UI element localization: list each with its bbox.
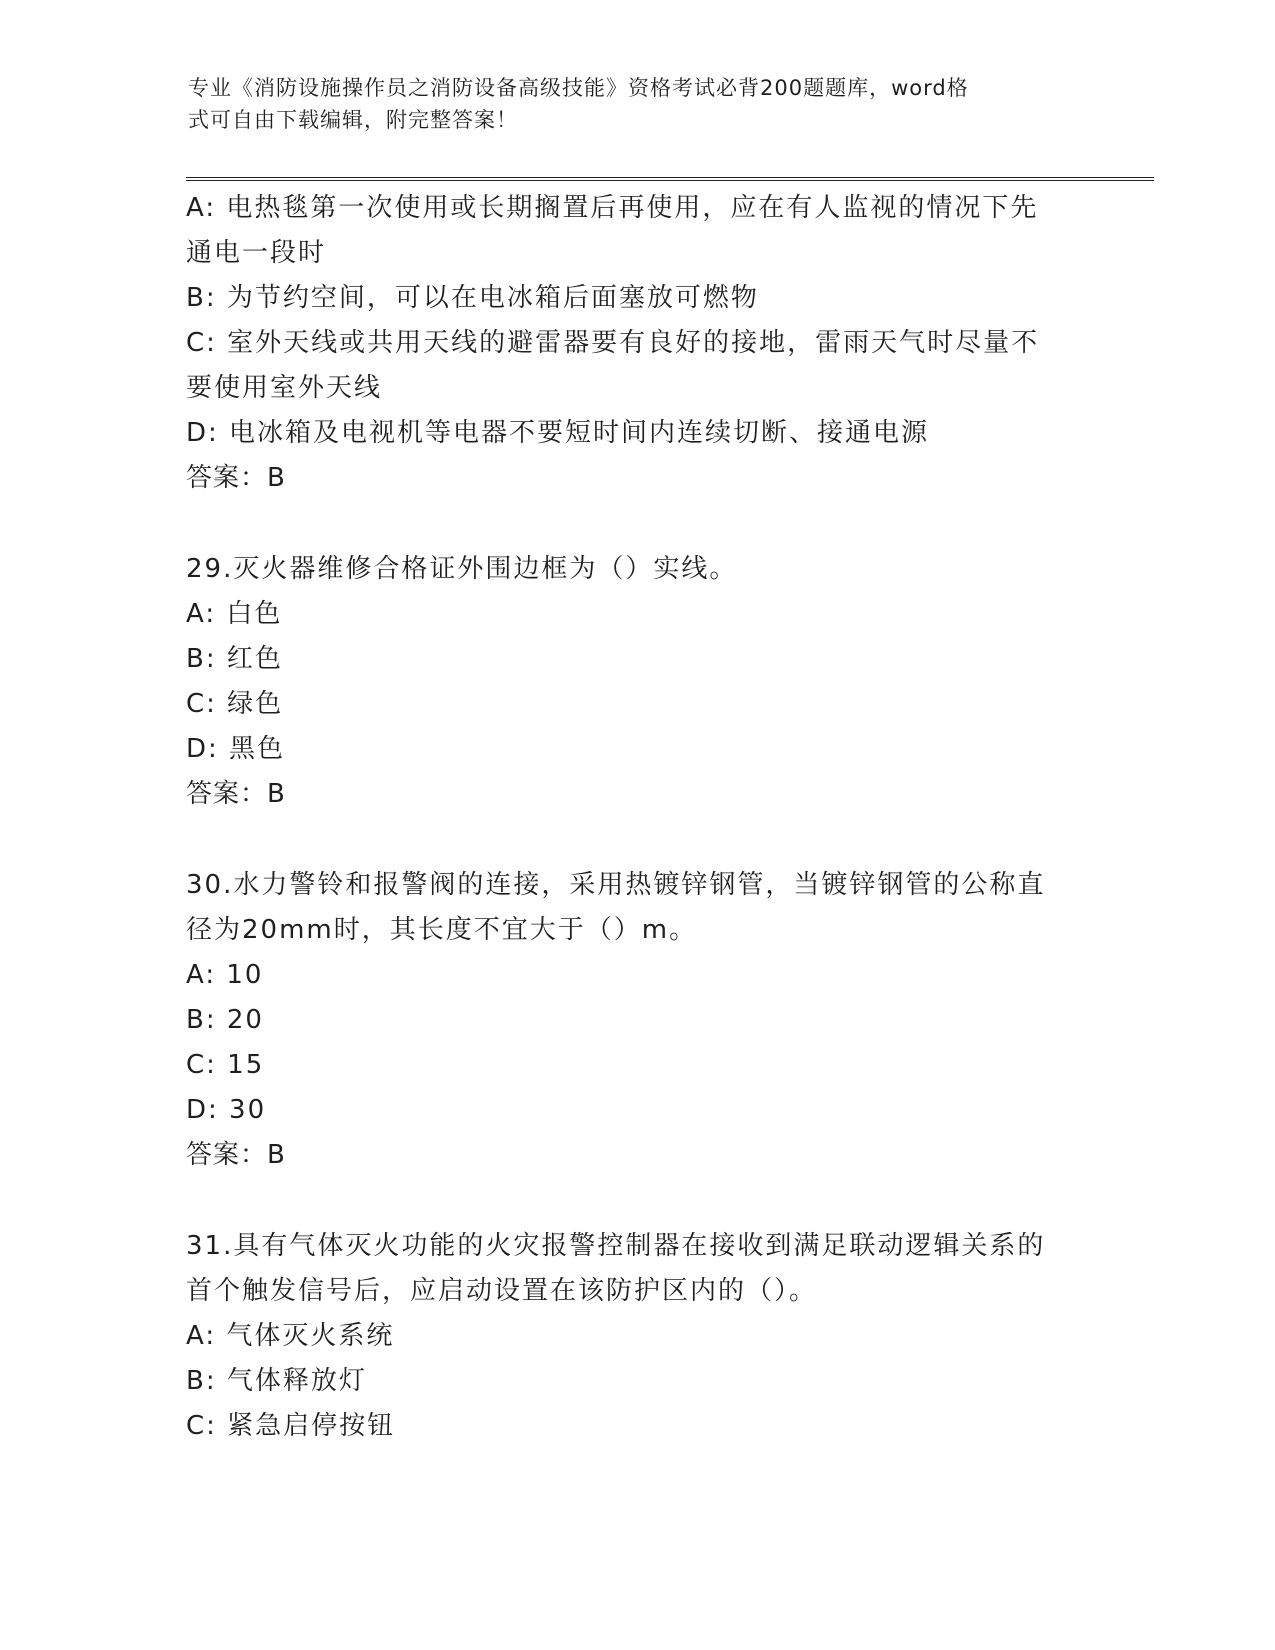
q31-stem-line-1: 31.具有气体灭火功能的火灾报警控制器在接收到满足联动逻辑关系的 <box>186 1231 1046 1261</box>
q29-option-c: C: 绿色 <box>186 689 284 719</box>
spacer <box>186 817 1086 863</box>
q30-option-c: C: 15 <box>186 1050 265 1080</box>
header-line-2: 式可自由下载编辑，附完整答案！ <box>188 108 518 132</box>
spacer <box>186 1178 1086 1224</box>
q30-stem-line-2: 径为20mm时，其长度不宜大于（）m。 <box>186 915 698 945</box>
header-double-rule <box>186 177 1154 181</box>
q30-stem-line-1: 30.水力警铃和报警阀的连接，采用热镀锌钢管，当镀锌钢管的公称直 <box>186 870 1046 900</box>
q28-option-c-line-1: C: 室外天线或共用天线的避雷器要有良好的接地，雷雨天气时尽量不 <box>186 328 1040 358</box>
q29-answer: 答案：B <box>186 779 286 809</box>
q31-option-c: C: 紧急启停按钮 <box>186 1411 396 1441</box>
q29-option-d: D: 黑色 <box>186 734 286 764</box>
spacer <box>186 501 1086 547</box>
q30-option-b: B: 20 <box>186 1005 264 1035</box>
question-content <box>186 186 1086 1449</box>
header-line-1: 专业《消防设施操作员之消防设备高级技能》资格考试必背200题题库，word格 <box>188 76 969 100</box>
q30-option-a: A: 10 <box>186 960 264 990</box>
q28-answer: 答案：B <box>186 463 286 493</box>
q31-option-b: B: 气体释放灯 <box>186 1366 367 1396</box>
question-28-block <box>186 186 1086 501</box>
question-29-block <box>186 547 1086 817</box>
question-31-block <box>186 1224 1086 1449</box>
q31-stem-line-2: 首个触发信号后，应启动设置在该防护区内的（）。 <box>186 1276 818 1306</box>
q28-option-a-line-1: A: 电热毯第一次使用或长期搁置后再使用，应在有人监视的情况下先 <box>186 193 1039 223</box>
q28-option-d: D: 电冰箱及电视机等电器不要短时间内连续切断、接通电源 <box>186 418 930 448</box>
q28-option-c-line-2: 要使用室外天线 <box>186 373 383 403</box>
document-header <box>188 72 1068 136</box>
q28-option-b: B: 为节约空间，可以在电冰箱后面塞放可燃物 <box>186 283 759 313</box>
q28-option-a-line-2: 通电一段时 <box>186 238 327 268</box>
question-30-block <box>186 863 1086 1178</box>
q30-answer: 答案：B <box>186 1140 286 1170</box>
q30-option-d: D: 30 <box>186 1095 267 1125</box>
q29-option-a: A: 白色 <box>186 599 283 629</box>
q29-stem: 29.灭火器维修合格证外围边框为（）实线。 <box>186 554 738 584</box>
q29-option-b: B: 红色 <box>186 644 283 674</box>
q31-option-a: A: 气体灭火系统 <box>186 1321 395 1351</box>
